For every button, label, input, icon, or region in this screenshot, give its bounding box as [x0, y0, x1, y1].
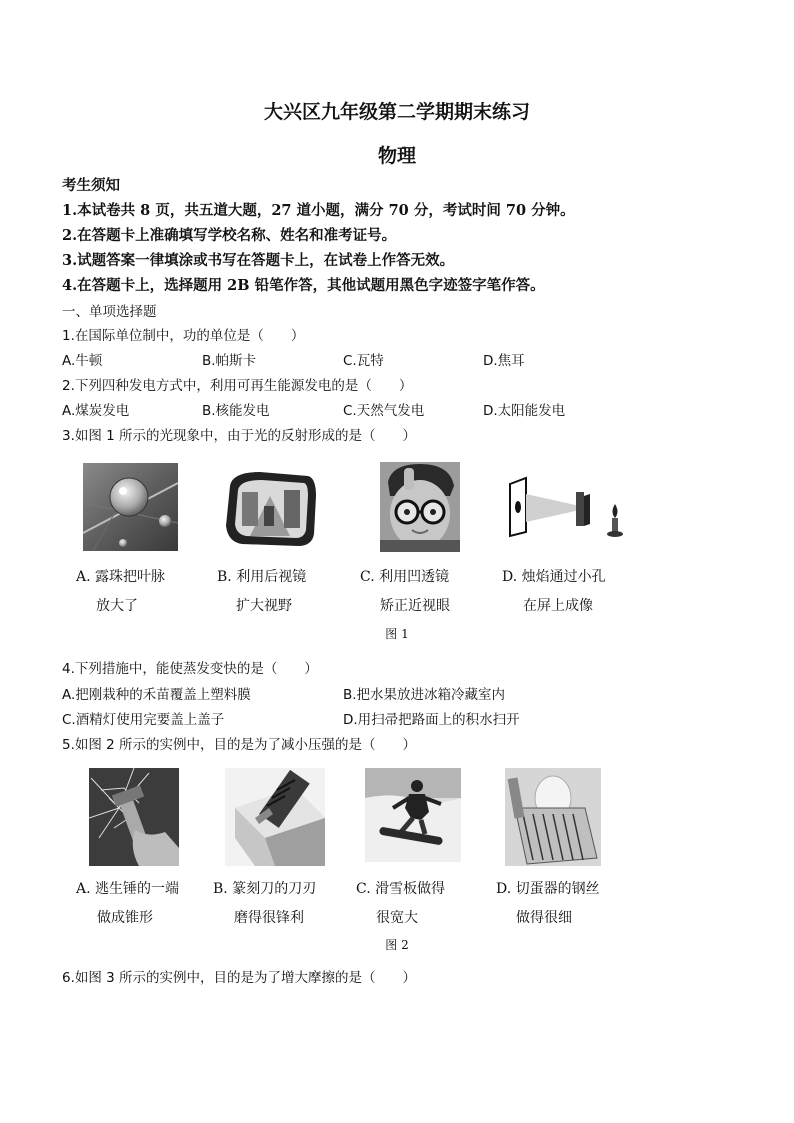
- q3-caption-b-line1: B. 利用后视镜: [217, 569, 307, 585]
- figure-1-label: 图 1: [385, 627, 409, 641]
- escape-hammer-image: [89, 768, 179, 866]
- rearview-mirror-image: [220, 466, 318, 551]
- q4-option-a: A.把刚栽种的禾苗覆盖上塑料膜: [62, 687, 251, 703]
- q4-stem: 4.下列措施中，能使蒸发变快的是（ ）: [62, 661, 318, 677]
- q4-option-d: D.用扫帚把路面上的积水扫开: [343, 712, 520, 728]
- page-title: 大兴区九年级第二学期期末练习: [263, 101, 530, 123]
- snowboard-image: [365, 768, 461, 862]
- q1-stem: 1.在国际单位制中，功的单位是（ ）: [62, 328, 305, 344]
- boy-glasses-image: [380, 462, 460, 552]
- carving-knife-image: [225, 768, 325, 866]
- figure-2-label: 图 2: [385, 938, 409, 952]
- subject-title: 物理: [377, 145, 416, 167]
- q6-stem: 6.如图 3 所示的实例中，目的是为了增大摩擦的是（ ）: [62, 970, 417, 986]
- q3-stem: 3.如图 1 所示的光现象中，由于光的反射形成的是（ ）: [62, 428, 417, 444]
- q5-caption-b-line2: 磨得很锋利: [234, 910, 304, 926]
- q2-option-d: D.太阳能发电: [483, 403, 566, 419]
- dewdrop-leaf-image: [83, 463, 178, 551]
- q1-option-c: C.瓦特: [343, 353, 384, 369]
- notice-item-3: 3.试题答案一律填涂或书写在答题卡上，在试卷上作答无效。: [62, 252, 455, 269]
- q3-caption-d-line2: 在屏上成像: [523, 598, 593, 614]
- q1-option-b: B.帕斯卡: [202, 353, 257, 369]
- q3-caption-a-line2: 放大了: [96, 598, 138, 614]
- q2-option-c: C.天然气发电: [343, 403, 425, 419]
- q2-stem: 2.下列四种发电方式中，利用可再生能源发电的是（ ）: [62, 378, 413, 394]
- q5-stem: 5.如图 2 所示的实例中，目的是为了减小压强的是（ ）: [62, 737, 417, 753]
- notice-item-4: 4.在答题卡上，选择题用 2B 铅笔作答，其他试题用黑色字迹签字笔作答。: [62, 277, 545, 294]
- q5-caption-d-line2: 做得很细: [516, 910, 572, 926]
- q5-caption-b-line1: B. 篆刻刀的刀刃: [213, 881, 317, 897]
- q3-caption-a-line1: A. 露珠把叶脉: [76, 569, 166, 585]
- q2-option-a: A.煤炭发电: [62, 403, 130, 419]
- q2-option-b: B.核能发电: [202, 403, 270, 419]
- egg-slicer-image: [505, 768, 601, 866]
- q3-caption-c-line1: C. 利用凹透镜: [360, 569, 450, 585]
- q4-option-c: C.酒精灯使用完要盖上盖子: [62, 712, 225, 728]
- q1-option-a: A.牛顿: [62, 353, 103, 369]
- q5-caption-a-line1: A. 逃生锤的一端: [76, 881, 180, 897]
- q5-caption-c-line2: 很宽大: [376, 910, 418, 926]
- q3-caption-c-line2: 矫正近视眼: [380, 598, 450, 614]
- section-title: 一、单项选择题: [62, 304, 157, 320]
- pinhole-camera-image: [500, 474, 640, 540]
- q4-option-b: B.把水果放进冰箱冷藏室内: [343, 687, 506, 703]
- notice-heading: 考生须知: [62, 177, 120, 194]
- q3-caption-b-line2: 扩大视野: [236, 598, 292, 614]
- q5-caption-c-line1: C. 滑雪板做得: [356, 881, 446, 897]
- q1-option-d: D.焦耳: [483, 353, 525, 369]
- q3-caption-d-line1: D. 烛焰通过小孔: [502, 569, 606, 585]
- q5-caption-a-line2: 做成锥形: [97, 910, 153, 926]
- notice-item-2: 2.在答题卡上准确填写学校名称、姓名和准考证号。: [62, 227, 397, 244]
- q5-caption-d-line1: D. 切蛋器的钢丝: [496, 881, 600, 897]
- notice-item-1: 1.本试卷共 8 页，共五道大题，27 道小题，满分 70 分，考试时间 70 分钟。: [62, 202, 575, 219]
